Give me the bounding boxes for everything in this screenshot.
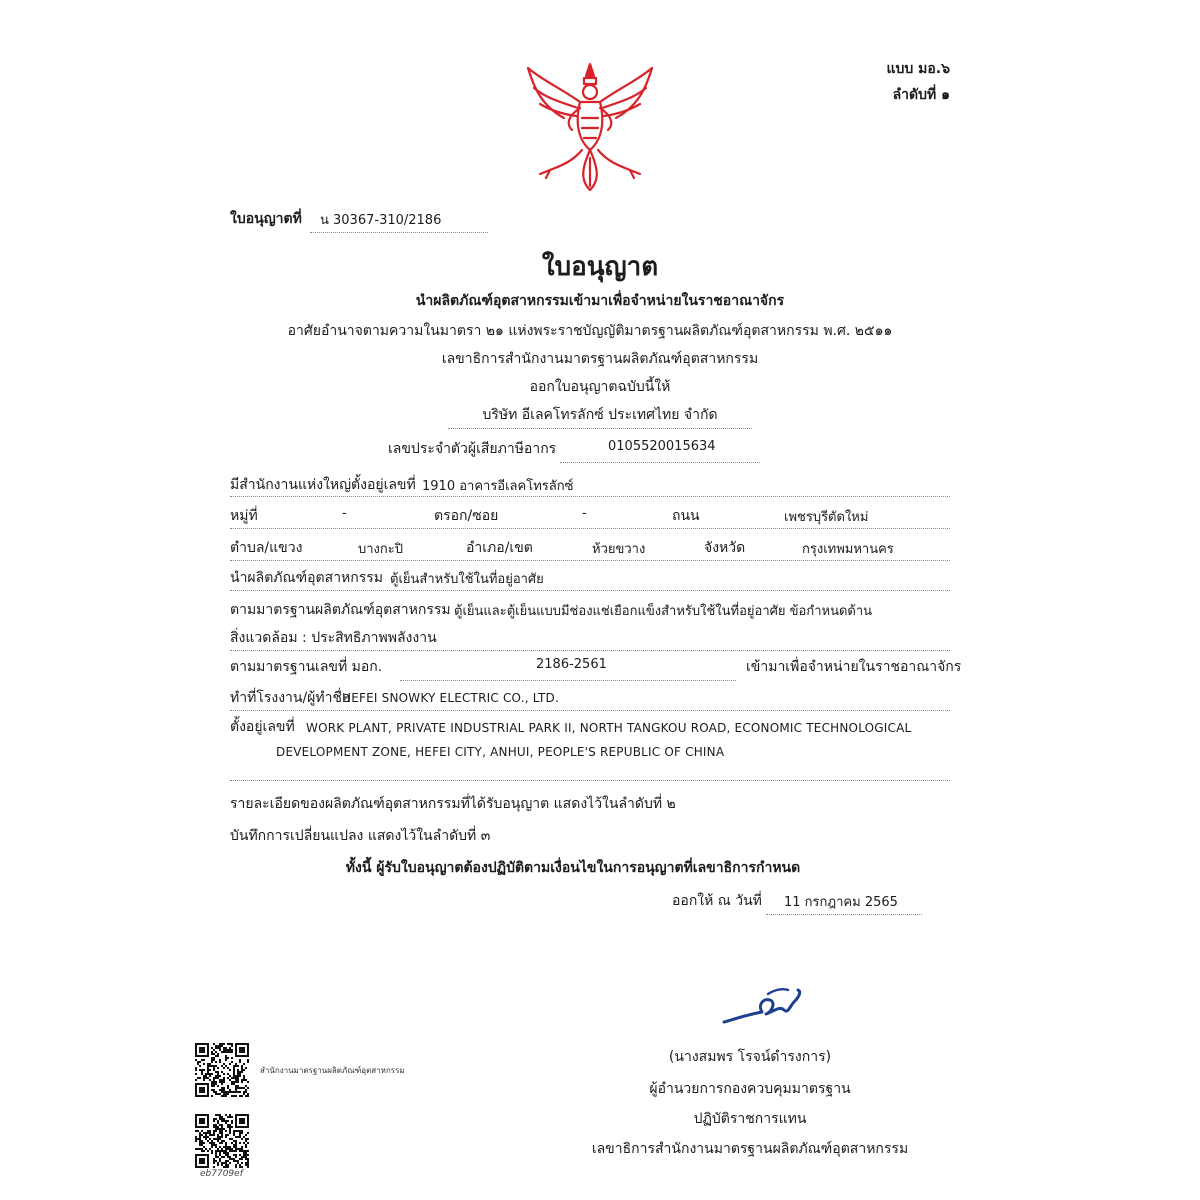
subdistrict-label: ตำบล/แขวง — [230, 540, 303, 556]
issued-value: 11 กรกฎาคม 2565 — [784, 895, 898, 910]
changes-note: บันทึกการเปลี่ยนแปลง แสดงไว้ในลำดับที่ ๓ — [230, 828, 491, 844]
subdistrict-value: บางกะปิ — [358, 542, 404, 557]
manufacturer-line — [230, 710, 950, 711]
moo-value: - — [342, 506, 347, 521]
manufacturer-value: HEFEI SNOWKY ELECTRIC CO., LTD. — [342, 691, 559, 705]
factory-address-label: ตั้งอยู่เลขที่ — [230, 719, 295, 735]
factory-address-line — [230, 780, 950, 781]
head-office-value: 1910 อาคารอีเลคโทรลักซ์ — [422, 479, 574, 494]
standard-line — [230, 650, 950, 651]
issued-line — [766, 914, 922, 915]
address-row1-line — [230, 528, 950, 529]
head-office-label: มีสำนักงานแห่งใหญ่ตั้งอยู่เลขที่ — [230, 477, 416, 493]
soi-label: ตรอก/ซอย — [434, 508, 499, 524]
issued-label: ออกให้ ณ วันที่ — [672, 893, 762, 909]
moo-label: หมู่ที่ — [230, 508, 258, 524]
details-note: รายละเอียดของผลิตภัณฑ์อุตสาหกรรมที่ได้รับอนุญาต แสดงไว้ในลำดับที่ ๒ — [230, 796, 676, 812]
issuer-line: เลขาธิการสำนักงานมาตรฐานผลิตภัณฑ์อุตสาหกรรม — [441, 351, 759, 367]
tax-id-value: 0105520015634 — [608, 439, 716, 454]
province-label: จังหวัด — [704, 540, 746, 556]
road-label: ถนน — [672, 508, 700, 524]
province-value: กรุงเทพมหานคร — [802, 542, 894, 557]
standard-value-line2: สิ่งแวดล้อม : ประสิทธิภาพพลังงาน — [230, 630, 437, 646]
form-page: ลำดับที่ ๑ — [892, 87, 950, 103]
document-subtitle: นำผลิตภัณฑ์อุตสาหกรรมเข้ามาเพื่อจำหน่ายในราชอาณาจักร — [415, 293, 785, 309]
product-value: ตู้เย็นสำหรับใช้ในที่อยู่อาศัย — [390, 572, 544, 587]
signatory-position2: ปฏิบัติราชการแทน — [693, 1111, 807, 1127]
license-no-value: น 30367-310/2186 — [320, 213, 442, 228]
license-no-label: ใบอนุญาตที่ — [230, 211, 302, 227]
form-code: แบบ มอ.๖ — [886, 61, 950, 77]
manufacturer-label: ทำที่โรงงาน/ผู้ทำชื่อ — [230, 690, 351, 706]
tis-no-label: ตามมาตรฐานเลขที่ มอก. — [230, 659, 383, 675]
qr-code-icon[interactable] — [195, 1043, 249, 1097]
authority-line: อาศัยอำนาจตามความในมาตรา ๒๑ แห่งพระราชบัญญัติมาตรฐานผลิตภัณฑ์อุตสาหกรรม พ.ศ. ๒๕๑๑ — [287, 323, 893, 339]
district-value: ห้วยขวาง — [592, 542, 646, 557]
licensee-name: บริษัท อีเลคโทรลักซ์ ประเทศไทย จำกัด — [482, 407, 718, 423]
standard-value-line1: ตู้เย็นและตู้เย็นแบบมีช่องแช่เยือกแข็งสำหรับใช้ในที่อยู่อาศัย ข้อกำหนดด้าน — [454, 604, 873, 619]
product-line — [230, 590, 950, 591]
address-row2-line — [230, 560, 950, 561]
condition-note: ทั้งนี้ ผู้รับใบอนุญาตต้องปฏิบัติตามเงื่อนไขในการอนุญาตที่เลขาธิการกำหนด — [345, 860, 801, 876]
factory-address-line1: WORK PLANT, PRIVATE INDUSTRIAL PARK II, NORTH TANGKOU ROAD, ECONOMIC TECHNOLOGICAL — [306, 721, 912, 735]
district-label: อำเภอ/เขต — [466, 540, 533, 556]
qr-caption: สำนักงานมาตรฐานผลิตภัณฑ์อุตสาหกรรม — [260, 1066, 405, 1075]
signature-image — [718, 980, 808, 1030]
head-office-line — [230, 496, 950, 497]
document-title: ใบอนุญาต — [541, 252, 659, 282]
verify-code: eb7709ef — [200, 1169, 243, 1179]
standard-label: ตามมาตรฐานผลิตภัณฑ์อุตสาหกรรม — [230, 602, 451, 618]
road-value: เพชรบุรีตัดใหม่ — [784, 510, 869, 525]
garuda-emblem-icon — [520, 58, 660, 198]
verify-qr-code-icon[interactable] — [195, 1114, 249, 1168]
tax-id-line — [560, 462, 760, 463]
product-label: นำผลิตภัณฑ์อุตสาหกรรม — [230, 570, 384, 586]
factory-address-line2: DEVELOPMENT ZONE, HEFEI CITY, ANHUI, PEOPLE'S REPUBLIC OF CHINA — [276, 745, 725, 759]
issue-line: ออกใบอนุญาตฉบับนี้ให้ — [529, 379, 671, 395]
signatory-name: (นางสมพร โรจน์ดำรงการ) — [668, 1049, 832, 1065]
signatory-position3: เลขาธิการสำนักงานมาตรฐานผลิตภัณฑ์อุตสาหกรรม — [591, 1141, 909, 1157]
soi-value: - — [582, 506, 587, 521]
tis-no-line — [400, 680, 736, 681]
licensee-line — [448, 428, 752, 429]
license-no-line — [310, 232, 488, 233]
tax-id-label: เลขประจำตัวผู้เสียภาษีอากร — [388, 441, 557, 457]
tis-no-suffix: เข้ามาเพื่อจำหน่ายในราชอาณาจักร — [746, 659, 962, 675]
tis-no-value: 2186-2561 — [536, 657, 607, 672]
signatory-position1: ผู้อำนวยการกองควบคุมมาตรฐาน — [649, 1081, 851, 1097]
